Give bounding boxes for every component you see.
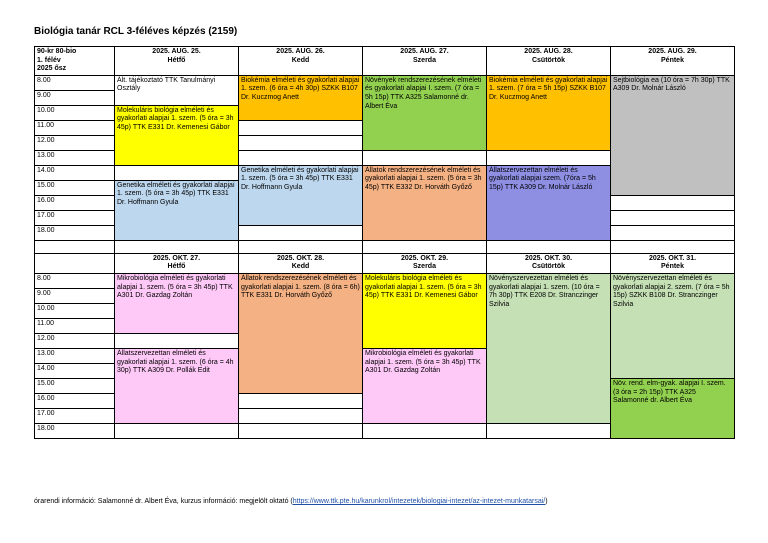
event-animal-anatomy: Állatszervezettan elméleti és gyakorlati alapjai 1. szem. (6 óra = 4h 30p) TTK A309 Dr. Pollák Edit (115, 348, 239, 423)
time-label: 17.00 (35, 210, 115, 225)
day-name: Szerda (413, 263, 436, 271)
time-label: 9.00 (35, 90, 115, 105)
time-label: 12.00 (35, 333, 115, 348)
day-name: Kedd (291, 263, 310, 271)
empty-cell (611, 210, 735, 225)
staff-page-link[interactable]: https://www.ttk.pte.hu/karunkrol/intezetek/biologiai-intezet/az-intezet-munkatarsai/ (292, 498, 546, 505)
corner-line-3: 2025 ősz (37, 65, 67, 73)
event-orientation: Ált. tájékoztató TTK Tanulmányi Osztály (115, 75, 239, 105)
day-header (239, 253, 363, 273)
time-label: 15.00 (35, 378, 115, 393)
time-label: 13.00 (35, 150, 115, 165)
week1-header-row (35, 47, 735, 76)
time-label: 18.00 (35, 423, 115, 438)
empty-cell (487, 423, 611, 438)
event-microbiology: Mikrobiológia elméleti és gyakorlati alapjai 1. szem. (5 óra = 3h 45p) TTK A301 Dr. Gazdag Zoltán (115, 273, 239, 333)
day-date: 2025. AUG. 25. (152, 48, 201, 55)
schedule-table (34, 46, 735, 439)
event-biochemistry: Biokémia elméleti és gyakorlati alapjai 1. szem. (6 óra = 4h 30p) SZKK B107 Dr. Kuczmog Anett (239, 75, 363, 120)
day-date: 2025. OKT. 30. (524, 254, 573, 262)
empty-cell (611, 225, 735, 240)
empty-cell (363, 423, 487, 438)
empty-cell (115, 423, 239, 438)
day-name: Szerda (413, 56, 436, 64)
time-label: 14.00 (35, 363, 115, 378)
day-name: Péntek (661, 263, 684, 271)
day-date: 2025. OKT. 29. (400, 254, 449, 262)
day-date: 2025. AUG. 26. (276, 48, 325, 55)
time-label: 8.00 (35, 273, 115, 288)
day-header (487, 47, 611, 76)
empty-cell (239, 225, 363, 240)
document-title: Biológia tanár RCL 3-féléves képzés (2159) (34, 26, 238, 37)
empty-cell (487, 150, 611, 165)
time-label: 16.00 (35, 195, 115, 210)
day-name: Csütörtök (531, 263, 566, 271)
event-biochemistry: Biokémia elméleti és gyakorlati alapjai 1. szem. (7 óra = 5h 15p) SZKK B107 Dr. Kuczmog Anett (487, 75, 611, 150)
time-label: 18.00 (35, 225, 115, 240)
day-header (363, 253, 487, 273)
event-plant-anatomy: Növényszervezettan elméleti és gyakorlati alapjai 2. szem. (7 óra = 5h 15p) SZKK B108 Dr. Stranczinger Szilvia (611, 273, 735, 378)
day-header (611, 47, 735, 76)
time-label: 16.00 (35, 393, 115, 408)
time-label: 11.00 (35, 120, 115, 135)
footer-info (34, 498, 548, 505)
event-microbiology: Mikrobiológia elméleti és gyakorlati alapjai 1. szem. (5 óra = 3h 45p) TTK A301 Dr. Gazdag Zoltán (363, 348, 487, 423)
day-date: 2025. AUG. 27. (400, 48, 449, 55)
footer-text: órarendi információ: Salamonné dr. Albert Éva, kurzus információ: megjelölt oktató ( (34, 498, 293, 505)
time-label: 10.00 (35, 303, 115, 318)
day-date: 2025. AUG. 29. (648, 48, 697, 55)
event-molecular-biology: Molekuláris biológia elméleti és gyakorlati alapjai 1. szem. (5 óra = 3h 45p) TTK E331 Dr. Kemenesi Gábor (115, 105, 239, 165)
day-header (239, 47, 363, 76)
empty-cell (239, 393, 363, 408)
time-label: 15.00 (35, 180, 115, 195)
day-name: Hétfő (167, 263, 186, 271)
time-label: 13.00 (35, 348, 115, 363)
day-name: Hétfő (167, 56, 186, 64)
day-header (611, 253, 735, 273)
day-name: Péntek (661, 56, 684, 64)
time-label: 9.00 (35, 288, 115, 303)
day-header (115, 253, 239, 273)
event-genetics: Genetika elméleti és gyakorlati alapjai 1. szem. (5 óra = 3h 45p) TTK E331 Dr. Hoffmann Gyula (115, 180, 239, 240)
empty-cell (239, 423, 363, 438)
semester-label (35, 47, 115, 76)
event-animal-systematics: Állatok rendszerezésének elméleti és gyakorlati alapjai 1. szem. (8 óra = 6h) TTK E331 Dr. Horváth Győző (239, 273, 363, 393)
empty-cell (239, 408, 363, 423)
time-label: 17.00 (35, 408, 115, 423)
empty-cell (363, 150, 487, 165)
time-label: 8.00 (35, 75, 115, 90)
empty-cell (239, 150, 363, 165)
corner-line-2: 1. félév (37, 56, 61, 64)
event-plant-anatomy: Növényszervezettan elméleti és gyakorlati alapjai 1. szem. (10 óra = 7h 30p) TTK E208 Dr. Stranczinger Szilvia (487, 273, 611, 423)
day-header (363, 47, 487, 76)
day-header (487, 253, 611, 273)
event-plant-systematics: Növények rendszerezésének elméleti és gyakorlati alapjai I. szem. (7 óra = 5h 15p) TTK A325 Salamonné dr. Albert Éva (363, 75, 487, 150)
empty-cell (115, 165, 239, 180)
event-molecular-biology: Molekuláris biológia elméleti és gyakorlati alapjai 1. szem. (5 óra = 3h 45p) TTK E331 Dr. Kemenesi Gábor (363, 273, 487, 348)
week2-header-row (35, 253, 735, 273)
day-date: 2025. OKT. 27. (152, 254, 201, 262)
day-date: 2025. OKT. 28. (276, 254, 325, 262)
footer-close: ) (545, 498, 548, 505)
time-label: 12.00 (35, 135, 115, 150)
day-date: 2025. AUG. 28. (524, 48, 573, 55)
event-cell-biology: Sejtbiológia ea (10 óra = 7h 30p) TTK A309 Dr. Molnár László (611, 75, 735, 195)
time-label: 11.00 (35, 318, 115, 333)
event-plant-systematics: Növ. rend. elm-gyak. alapjai I. szem. (3 óra = 2h 15p) TTK A325 Salamonné dr. Albert Éva (611, 378, 735, 438)
empty-cell (35, 253, 115, 273)
time-label: 14.00 (35, 165, 115, 180)
day-name: Csütörtök (531, 56, 566, 64)
event-animal-anatomy: Állatszervezettan elméleti és gyakorlati alapjai szem. (7óra = 5h 15p) TTK A309 Dr. Molnár László (487, 165, 611, 240)
day-header (115, 47, 239, 76)
week-separator (35, 240, 735, 253)
corner-line-1: 90-kr 80-bio (37, 48, 77, 55)
empty-cell (115, 333, 239, 348)
event-genetics: Genetika elméleti és gyakorlati alapjai 1. szem. (5 óra = 3h 45p) TTK E331 Dr. Hoffmann Gyula (239, 165, 363, 225)
event-animal-systematics: Állatok rendszerezésének elméleti és gyakorlati alapjai 1. szem. (5 óra = 3h 45p) TTK E332 Dr. Horváth Győző (363, 165, 487, 240)
empty-cell (611, 195, 735, 210)
day-date: 2025. OKT. 31. (648, 254, 697, 262)
time-label: 10.00 (35, 105, 115, 120)
day-name: Kedd (291, 56, 310, 64)
empty-cell (239, 135, 363, 150)
empty-cell (239, 120, 363, 135)
